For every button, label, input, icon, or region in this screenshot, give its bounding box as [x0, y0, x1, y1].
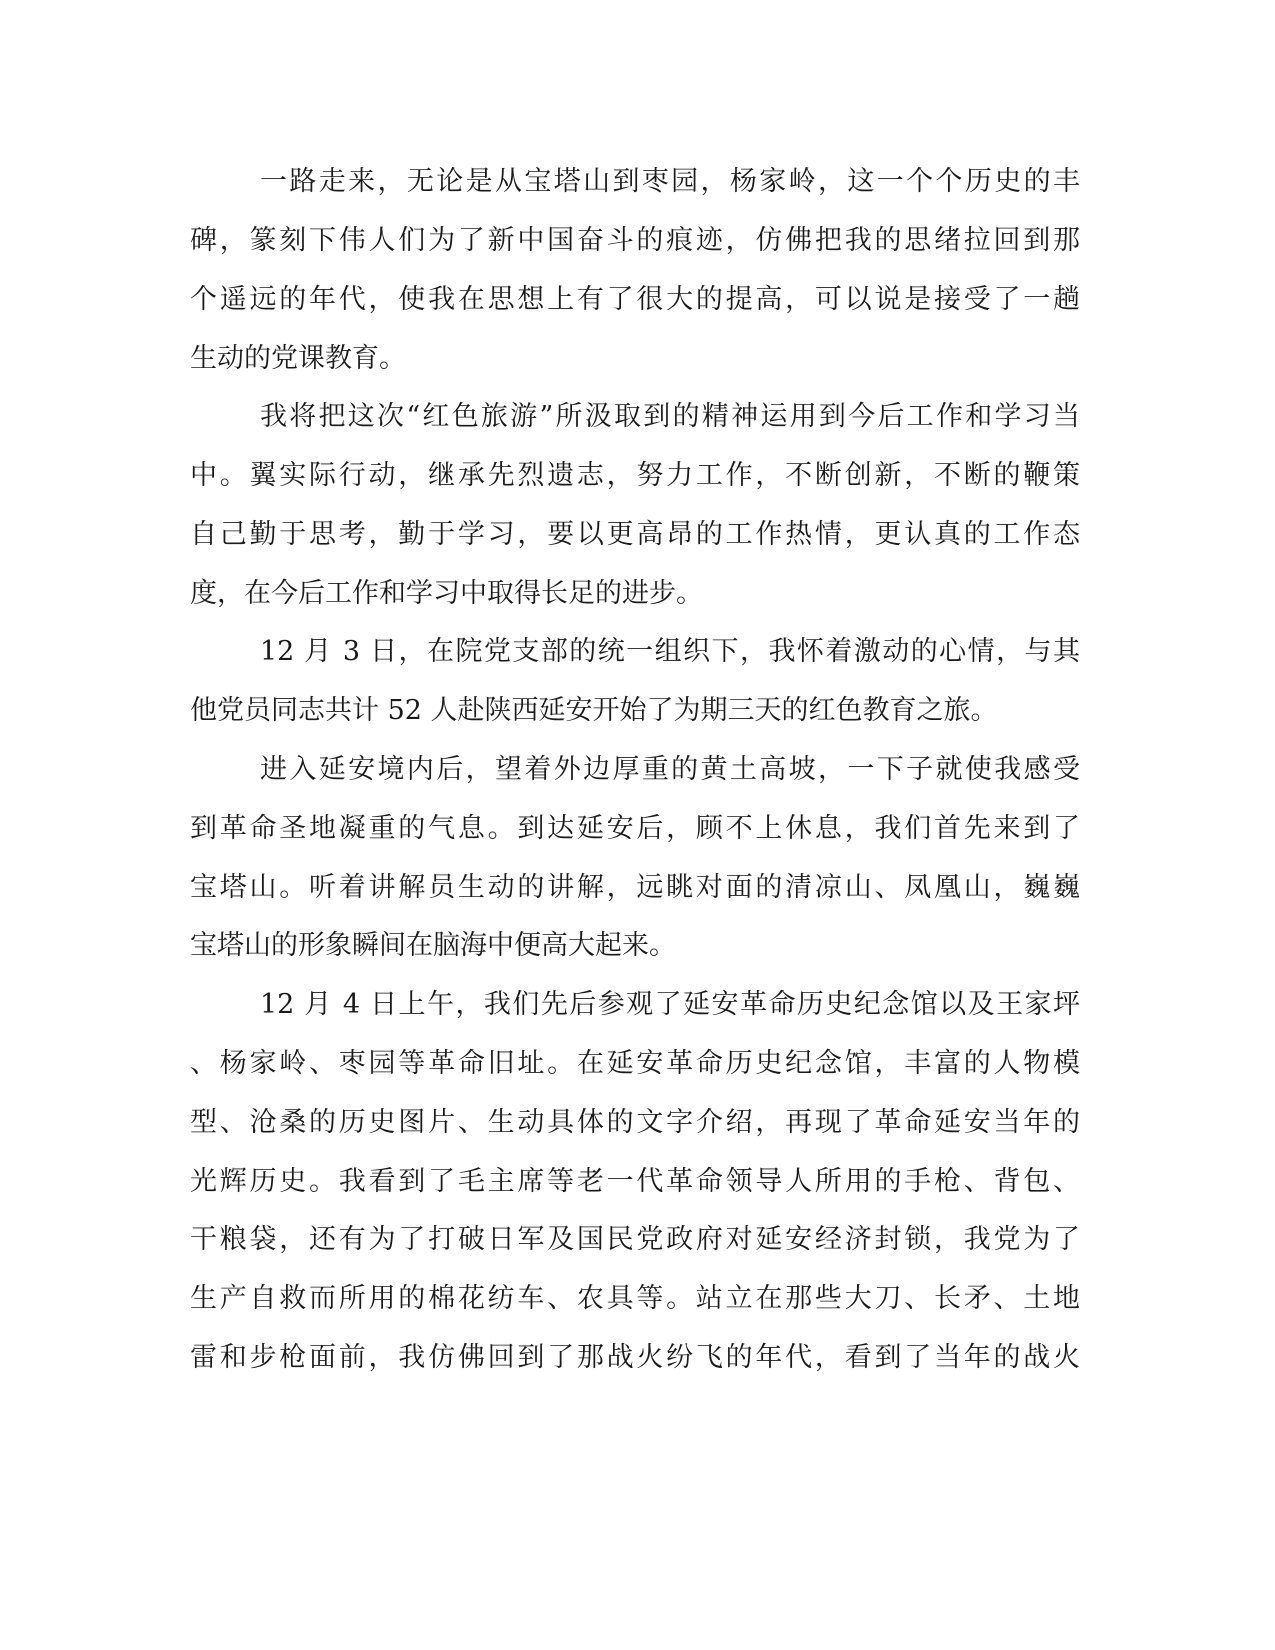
- text-line: 型、沧桑的历史图片、生动具体的文字介绍，再现了革命延安当年的: [190, 1107, 1080, 1138]
- text-line: 干粮袋，还有为了打破日军及国民党政府对延安经济封锁，我党为了: [190, 1224, 1080, 1255]
- text-line: 到革命圣地凝重的气息。到达延安后，顾不上休息，我们首先来到了: [190, 813, 1080, 844]
- text-line: 12 月 4 日上午，我们先后参观了延安革命历史纪念馆以及王家坪: [260, 989, 1080, 1020]
- text-line: 我将把这次“红色旅游”所汲取到的精神运用到今后工作和学习当: [260, 401, 1080, 432]
- text-line: 进入延安境内后，望着外边厚重的黄土高坡，一下子就使我感受: [260, 754, 1080, 785]
- text-line: 12 月 3 日，在院党支部的统一组织下，我怀着激动的心情，与其: [260, 636, 1080, 667]
- text-line: 度，在今后工作和学习中取得长足的进步。: [190, 578, 703, 609]
- text-line: 一路走来，无论是从宝塔山到枣园，杨家岭，这一个个历史的丰: [260, 166, 1080, 197]
- text-line: 中。翼实际行动，继承先烈遗志，努力工作，不断创新，不断的鞭策: [190, 460, 1080, 491]
- text-line: 个遥远的年代，使我在思想上有了很大的提高，可以说是接受了一趟: [190, 284, 1080, 315]
- text-line: 碑，篆刻下伟人们为了新中国奋斗的痕迹，仿佛把我的思绪拉回到那: [190, 225, 1080, 256]
- text-line: 他党员同志共计 52 人赴陕西延安开始了为期三天的红色教育之旅。: [190, 695, 998, 726]
- text-line: 生产自救而所用的棉花纺车、农具等。站立在那些大刀、长矛、土地: [190, 1283, 1080, 1314]
- text-line: 自己勤于思考，勤于学习，要以更高昂的工作热情，更认真的工作态: [190, 519, 1080, 550]
- text-line: 、杨家岭、枣园等革命旧址。在延安革命历史纪念馆，丰富的人物模: [190, 1048, 1080, 1079]
- text-line: 雷和步枪面前，我仿佛回到了那战火纷飞的年代，看到了当年的战火: [190, 1342, 1080, 1373]
- text-line: 宝塔山的形象瞬间在脑海中便高大起来。: [190, 930, 676, 961]
- text-line: 生动的党课教育。: [190, 343, 406, 374]
- text-line: 光辉历史。我看到了毛主席等老一代革命领导人所用的手枪、背包、: [190, 1166, 1080, 1197]
- text-line: 宝塔山。听着讲解员生动的讲解，远眺对面的清凉山、凤凰山，巍巍: [190, 872, 1080, 903]
